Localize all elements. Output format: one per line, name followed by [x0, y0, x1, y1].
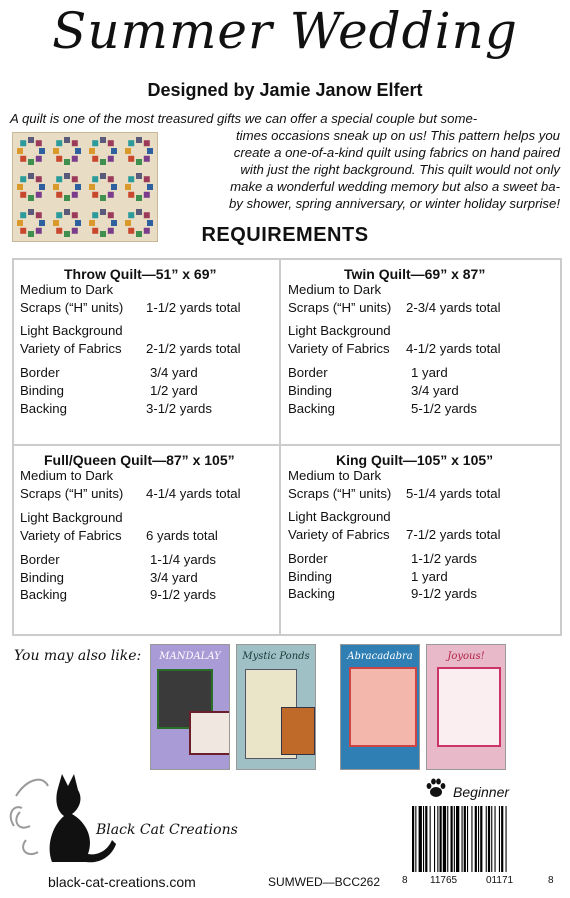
border-value: 1 yard: [411, 365, 448, 380]
barcode-bar: [423, 806, 424, 872]
cover-title: MANDALAY: [159, 651, 221, 662]
backing-value: 9-1/2 yards: [411, 586, 477, 601]
variety-value: 6 yards total: [146, 528, 218, 543]
row-label: Light Background: [20, 323, 123, 338]
designer-credit: Designed by Jamie Janow Elfert: [147, 80, 423, 100]
cover-joyous[interactable]: [426, 644, 506, 770]
quilt-size-title: Throw Quilt—51” x 69”: [64, 266, 217, 282]
barcode-bar: [443, 806, 446, 872]
barcode-bar: [419, 806, 422, 872]
row-label: Backing: [288, 401, 335, 416]
row-label: Light Background: [288, 509, 391, 524]
barcode-bar: [456, 806, 459, 872]
row-label: Scraps (“H” units): [288, 300, 392, 315]
variety-value: 4-1/2 yards total: [406, 341, 501, 356]
quilt-size-twin: [282, 260, 548, 443]
row-label: Variety of Fabrics: [288, 341, 390, 356]
row-label: Backing: [20, 587, 67, 602]
barcode-bar: [437, 806, 438, 872]
row-label: Binding: [20, 570, 64, 585]
row-label: Medium to Dark: [288, 282, 382, 297]
quilt-size-throw: [14, 260, 280, 443]
backing-value: 3-1/2 yards: [146, 401, 212, 416]
requirements-heading: REQUIREMENTS: [201, 224, 369, 246]
sku-code: SUMWED—BCC262: [268, 875, 381, 889]
row-label: Light Background: [20, 510, 123, 525]
barcode-bar: [478, 806, 479, 872]
border-value: 3/4 yard: [150, 365, 198, 380]
cover-quilt-image: [281, 707, 315, 755]
barcode-bar: [471, 806, 472, 872]
row-label: Medium to Dark: [20, 468, 114, 483]
barcode-bar: [495, 806, 496, 872]
row-label: Light Background: [288, 323, 391, 338]
table-divider: [12, 444, 562, 446]
variety-value: 7-1/2 yards total: [406, 527, 501, 542]
pattern-title: Summer Wedding: [52, 2, 518, 60]
barcode-bar: [451, 806, 453, 872]
row-label: Variety of Fabrics: [20, 528, 122, 543]
row-label: Border: [20, 552, 60, 567]
row-label: Backing: [288, 586, 335, 601]
quilt-square: [108, 212, 114, 218]
barcode-bar: [425, 806, 427, 872]
quilt-size-title: King Quilt—105” x 105”: [336, 452, 494, 468]
intro-line: create a one-of-a-kind quilt using fabrics on hand paired: [233, 145, 560, 160]
row-label: Scraps (“H” units): [288, 486, 392, 501]
black-cat-logo: [8, 760, 128, 870]
barcode-digit: 8: [402, 875, 408, 886]
row-label: Border: [288, 365, 328, 380]
skill-level: Beginner: [453, 784, 510, 800]
scraps-value: 5-1/4 yards total: [406, 486, 501, 501]
row-label: Binding: [288, 569, 332, 584]
row-label: Backing: [20, 401, 67, 416]
barcode-bar: [491, 806, 492, 872]
quilt-square: [72, 212, 78, 218]
barcode-bar: [430, 806, 431, 872]
scraps-value: 4-1/4 yards total: [146, 486, 241, 501]
cover-title: Joyous!: [447, 651, 485, 662]
paw-print-icon: [425, 777, 447, 804]
variety-value: 2-1/2 yards total: [146, 341, 241, 356]
row-label: Medium to Dark: [20, 282, 114, 297]
barcode-digit: 8: [548, 875, 554, 886]
row-label: Variety of Fabrics: [288, 527, 390, 542]
row-label: Scraps (“H” units): [20, 300, 124, 315]
barcode-bar: [454, 806, 455, 872]
cover-title: Mystic Ponds: [242, 651, 310, 662]
quilt-size-king: [282, 448, 548, 631]
barcode-bar: [464, 806, 466, 872]
row-label: Border: [20, 365, 60, 380]
quilt-square: [144, 212, 150, 218]
intro-line: with just the right background. This quilt would not only: [240, 162, 560, 177]
row-label: Scraps (“H” units): [20, 486, 124, 501]
quilt-size-title: Full/Queen Quilt—87” x 105”: [44, 452, 235, 468]
barcode-bar: [480, 806, 482, 872]
border-value: 1-1/4 yards: [150, 552, 216, 567]
barcode-bar: [506, 806, 507, 872]
cover-quilt-image: [349, 667, 417, 747]
scraps-value: 2-3/4 yards total: [406, 300, 501, 315]
row-label: Variety of Fabrics: [20, 341, 122, 356]
row-label: Binding: [288, 383, 332, 398]
intro-line: make a wonderful wedding memory but also a sweet ba-: [230, 179, 560, 194]
barcode-bar: [440, 806, 442, 872]
scraps-value: 1-1/2 yards total: [146, 300, 241, 315]
binding-value: 3/4 yard: [150, 570, 198, 585]
quilt-square: [56, 212, 62, 218]
border-value: 1-1/2 yards: [411, 551, 477, 566]
barcode-digit: 01171: [486, 875, 514, 886]
barcode-bar: [475, 806, 477, 872]
quilt-square: [92, 212, 98, 218]
barcode-bar: [447, 806, 448, 872]
website-link[interactable]: black-cat-creations.com: [48, 874, 196, 890]
row-label: Border: [288, 551, 328, 566]
row-label: Medium to Dark: [288, 468, 382, 483]
row-label: Binding: [20, 383, 64, 398]
barcode-bar: [434, 806, 435, 872]
quilt-size-title: Twin Quilt—69” x 87”: [344, 266, 486, 282]
cover-mystic-ponds[interactable]: [236, 644, 316, 770]
backing-value: 9-1/2 yards: [150, 587, 216, 602]
quilt-square: [36, 212, 42, 218]
binding-value: 1/2 yard: [150, 383, 198, 398]
barcode-bar: [467, 806, 468, 872]
quilt-size-full-queen: [14, 448, 280, 631]
barcode-bar: [488, 806, 490, 872]
barcode-bar: [415, 806, 416, 872]
cover-title: Abracadabra: [347, 651, 413, 662]
backing-value: 5-1/2 yards: [411, 401, 477, 416]
barcode-bar: [412, 806, 414, 872]
barcode: [410, 806, 552, 872]
binding-value: 3/4 yard: [411, 383, 459, 398]
cover-quilt-image: [437, 667, 501, 747]
quilt-square: [20, 212, 26, 218]
binding-value: 1 yard: [411, 569, 448, 584]
barcode-bar: [499, 806, 500, 872]
quilt-square: [128, 212, 134, 218]
brand-name: Black Cat Creations: [96, 822, 238, 838]
cover-mandalay[interactable]: [150, 644, 230, 770]
barcode-bar: [462, 806, 463, 872]
also-like-label: You may also like:: [14, 648, 142, 664]
intro-line: by shower, spring anniversary, or winter holiday surprise!: [228, 196, 560, 211]
barcode-digit: 11765: [430, 875, 458, 886]
cover-abracadabra[interactable]: [340, 644, 420, 770]
intro-line: A quilt is one of the most treasured gifts we can offer a special couple but some-: [10, 111, 478, 126]
barcode-bar: [501, 806, 503, 872]
barcode-bar: [486, 806, 487, 872]
intro-paragraph: [12, 110, 560, 212]
intro-line: times occasions sneak up on us! This pattern helps you: [235, 128, 560, 143]
cover-quilt-image: [189, 711, 230, 755]
